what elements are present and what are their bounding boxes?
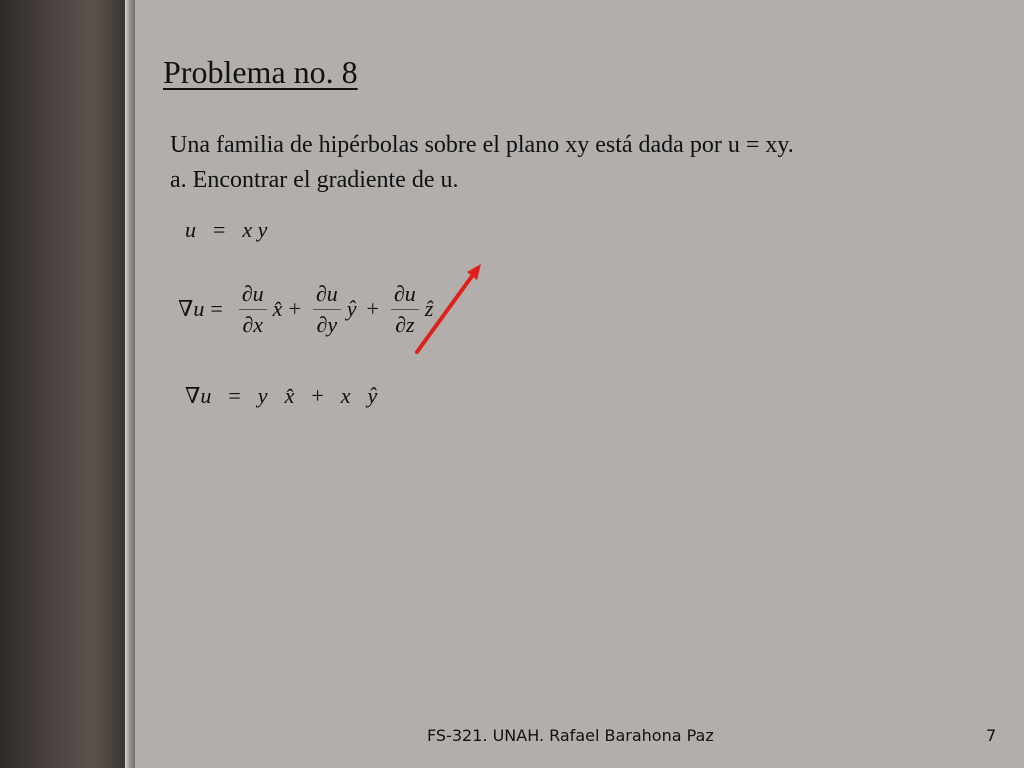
equation-gradient: [178, 274, 433, 344]
fraction-numerator: ∂u: [393, 280, 416, 306]
eq-gradient-lhs: ∇u: [178, 296, 205, 321]
page-number: 7: [986, 726, 997, 745]
eq-gradient-equals: =: [210, 296, 223, 321]
fraction-numerator: ∂u: [315, 280, 338, 306]
equation-result: [185, 382, 377, 410]
plus-sign: +: [311, 383, 324, 408]
plus-sign: +: [366, 296, 379, 321]
eq-definition-rhs: x y: [242, 217, 268, 242]
eq-result-coef-y: x: [340, 383, 351, 408]
sidebar-decoration: [0, 0, 125, 768]
fraction-du-dx: [239, 279, 267, 340]
eq-definition-lhs: u: [185, 217, 196, 242]
fraction-du-dy: [313, 279, 341, 340]
eq-result-coef-x: y: [257, 383, 268, 408]
footer-text: FS-321. UNAH. Rafael Barahona Paz: [427, 726, 714, 745]
problem-statement-line-1: Una familia de hipérbolas sobre el plano xy está dada por u = xy.: [170, 132, 794, 158]
plus-sign: +: [288, 296, 301, 321]
unit-vector-x: x̂: [284, 383, 295, 408]
unit-vector-y: ŷ: [367, 383, 378, 408]
slide-footer: [0, 724, 1024, 748]
fraction-numerator: ∂u: [241, 280, 264, 306]
sidebar-divider: [125, 0, 135, 768]
slide-title: Problema no. 8: [163, 54, 358, 90]
fraction-denominator: ∂x: [242, 311, 264, 337]
unit-vector-y: ŷ: [346, 296, 357, 321]
equation-definition: [185, 216, 267, 244]
fraction-denominator: ∂y: [316, 311, 338, 337]
eq-definition-equals: =: [213, 217, 226, 242]
unit-vector-x: x̂: [272, 296, 283, 321]
eq-result-equals: =: [228, 383, 241, 408]
fraction-denominator: ∂z: [395, 311, 415, 337]
eq-result-lhs: ∇u: [185, 383, 212, 408]
strike-through-arrow-icon: [405, 258, 495, 358]
unit-vector-z: ẑ: [424, 296, 434, 321]
problem-statement-line-2: a. Encontrar el gradiente de u.: [170, 167, 459, 193]
